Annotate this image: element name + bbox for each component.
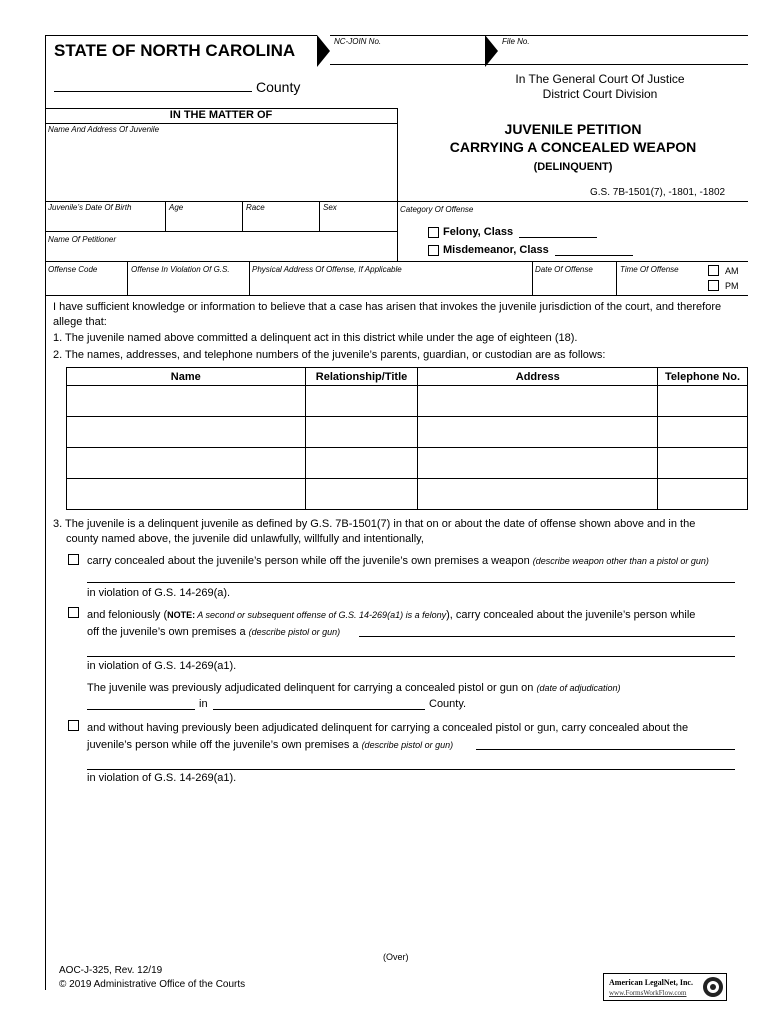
table-cell[interactable] <box>67 417 306 448</box>
option-2-prev-label: The juvenile was previously adjudicated delinquent for carrying a concealed pistol or gun on <box>87 682 534 694</box>
file-no-label: File No. <box>502 37 530 46</box>
option-2-checkbox[interactable] <box>68 607 79 618</box>
date-offense-label: Date Of Offense <box>535 265 593 274</box>
county-label: County <box>256 79 301 95</box>
offense-row-top <box>45 261 748 262</box>
option-2-county: County. <box>429 698 467 710</box>
legalnet-logo-icon <box>702 976 724 998</box>
adjudication-date-field[interactable] <box>87 709 195 710</box>
title-line-2: CARRYING A CONCEALED WEAPON <box>449 139 697 155</box>
offense-div-4 <box>616 261 617 295</box>
table-cell[interactable] <box>658 479 748 510</box>
title-line-3: (DELINQUENT) <box>533 161 613 173</box>
top-border <box>45 35 317 36</box>
option-3-line-2 <box>87 739 453 751</box>
dob-label: Juvenile’s Date Of Birth <box>48 203 132 212</box>
violation-label: Offense In Violation Of G.S. <box>131 265 230 274</box>
option-2-label-b: ), carry concealed about the juvenile’s person while <box>446 609 696 621</box>
county-field[interactable] <box>54 91 252 92</box>
am-checkbox[interactable] <box>708 265 719 276</box>
over-label: (Over) <box>383 952 409 962</box>
table-row <box>67 448 748 479</box>
offense-div-3 <box>532 261 533 295</box>
file-no-arrow <box>485 35 498 67</box>
table-cell[interactable] <box>305 386 418 417</box>
option-2-c-note: (describe pistol or gun) <box>248 627 341 637</box>
petitioner-label: Name Of Petitioner <box>48 235 117 244</box>
option-1-checkbox[interactable] <box>68 554 79 565</box>
category-label: Category Of Offense <box>400 205 474 214</box>
misdemeanor-class-field[interactable] <box>555 255 633 256</box>
option-2-label-c: off the juvenile’s own premises a <box>87 626 246 638</box>
pm-label: PM <box>725 281 739 291</box>
race-divider <box>319 201 320 231</box>
address-offense-label: Physical Address Of Offense, If Applicable <box>252 265 402 274</box>
option-2-note: A second or subsequent offense of G.S. 14-269(a1) is a felony <box>195 610 447 620</box>
time-offense-label: Time Of Offense <box>620 265 679 274</box>
age-label: Age <box>169 203 184 212</box>
intro-text: I have sufficient knowledge or information to believe that a case has arisen that invokes the juvenile jurisdiction of the court, and therefore <box>53 301 722 313</box>
parents-table <box>66 367 748 510</box>
matter-heading: IN THE MATTER OF <box>169 109 273 121</box>
option-2-label-a: and feloniously ( <box>87 609 168 621</box>
table-cell[interactable] <box>418 386 658 417</box>
option-3-line-1: and without having previously been adjudicated delinquent for carrying a concealed pistol or gun, carry concealed about the <box>87 722 689 734</box>
table-cell[interactable] <box>305 417 418 448</box>
col-relationship: Relationship/Title <box>305 368 418 386</box>
legalnet-name: American LegalNet, Inc. <box>609 978 693 987</box>
state-title: STATE OF NORTH CAROLINA <box>54 41 296 60</box>
option-3-pistol-field-2[interactable] <box>87 769 735 770</box>
misdemeanor-label: Misdemeanor, Class <box>443 244 549 256</box>
top-border-right <box>330 35 748 36</box>
nc-join-label: NC-JOIN No. <box>334 37 382 46</box>
title-line-1: JUVENILE PETITION <box>504 121 642 137</box>
court-line-1: In The General Court Of Justice <box>515 72 685 86</box>
option-2-pistol-field-2[interactable] <box>87 656 735 657</box>
felony-label: Felony, Class <box>443 226 514 238</box>
table-cell[interactable] <box>418 417 658 448</box>
court-line-2: District Court Division <box>542 87 658 101</box>
offense-row-bottom <box>45 295 748 296</box>
option-1-label: carry concealed about the juvenile’s person while off the juvenile’s own premises a weapon <box>87 555 530 567</box>
option-3-b-note: (describe pistol or gun) <box>361 740 454 750</box>
table-cell[interactable] <box>418 479 658 510</box>
item-3-line-2: county named above, the juvenile did unlawfully, willfully and intentionally, <box>66 533 424 545</box>
col-address: Address <box>418 368 658 386</box>
matter-heading-rule <box>45 123 397 124</box>
table-cell[interactable] <box>305 479 418 510</box>
option-2-line-2 <box>87 626 340 638</box>
dob-row-top <box>45 201 748 202</box>
pm-checkbox[interactable] <box>708 280 719 291</box>
nc-join-box-bottom <box>330 64 748 65</box>
item-1: 1. The juvenile named above committed a delinquent act in this district while under the age of eighteen (18). <box>53 332 578 344</box>
item-2: 2. The names, addresses, and telephone numbers of the juvenile’s parents, guardian, or custodian are as follows: <box>53 349 606 361</box>
age-divider <box>242 201 243 231</box>
option-1-note: (describe weapon other than a pistol or gun) <box>532 556 709 566</box>
name-address-label: Name And Address Of Juvenile <box>48 125 160 134</box>
option-2-violation: in violation of G.S. 14-269(a1). <box>87 660 237 672</box>
option-1-weapon-field[interactable] <box>87 582 735 583</box>
table-row <box>67 479 748 510</box>
option-2-pistol-field[interactable] <box>359 636 735 637</box>
option-2-note-bold: NOTE: <box>167 610 196 620</box>
left-border <box>45 35 46 990</box>
col-telephone: Telephone No. <box>658 368 748 386</box>
option-2-text <box>87 609 695 621</box>
sex-label: Sex <box>323 203 337 212</box>
statute-ref: G.S. 7B-1501(7), -1801, -1802 <box>590 187 726 198</box>
am-label: AM <box>725 266 739 276</box>
nc-join-arrow <box>317 35 330 67</box>
table-cell[interactable] <box>67 448 306 479</box>
adjudication-county-field[interactable] <box>213 709 425 710</box>
form-id: AOC-J-325, Rev. 12/19 <box>59 965 163 976</box>
option-3-pistol-field[interactable] <box>476 749 735 750</box>
table-cell[interactable] <box>658 386 748 417</box>
copyright: © 2019 Administrative Office of the Courts <box>59 979 246 990</box>
item-3-line-1: 3. The juvenile is a delinquent juvenile as defined by G.S. 7B-1501(7) in that on or about the date of offense shown above and in the <box>53 518 696 530</box>
option-1-text <box>87 555 709 567</box>
intro-text-2: allege that: <box>53 316 107 328</box>
table-row <box>67 386 748 417</box>
table-cell[interactable] <box>305 448 418 479</box>
offense-div-2 <box>249 261 250 295</box>
offense-div-1 <box>127 261 128 295</box>
table-cell[interactable] <box>658 417 748 448</box>
petitioner-row-top <box>45 231 397 232</box>
table-cell[interactable] <box>658 448 748 479</box>
option-3-violation: in violation of G.S. 14-269(a1). <box>87 772 237 784</box>
option-2-in: in <box>199 698 208 710</box>
dob-divider <box>165 201 166 231</box>
option-3-label-b: juvenile’s person while off the juvenile’s own premises a <box>87 739 359 751</box>
felony-class-field[interactable] <box>519 237 597 238</box>
option-2-prev <box>87 682 621 694</box>
option-3-checkbox[interactable] <box>68 720 79 731</box>
table-cell[interactable] <box>67 386 306 417</box>
felony-checkbox[interactable] <box>428 227 439 238</box>
misdemeanor-checkbox[interactable] <box>428 245 439 256</box>
legalnet-url[interactable]: www.FormsWorkFlow.com <box>609 989 687 997</box>
table-cell[interactable] <box>418 448 658 479</box>
col-name: Name <box>67 368 306 386</box>
table-row <box>67 417 748 448</box>
offense-code-label: Offense Code <box>48 265 98 274</box>
table-cell[interactable] <box>67 479 306 510</box>
option-2-prev-note: (date of adjudication) <box>536 683 621 693</box>
option-1-violation: in violation of G.S. 14-269(a). <box>87 587 231 599</box>
race-label: Race <box>246 203 265 212</box>
